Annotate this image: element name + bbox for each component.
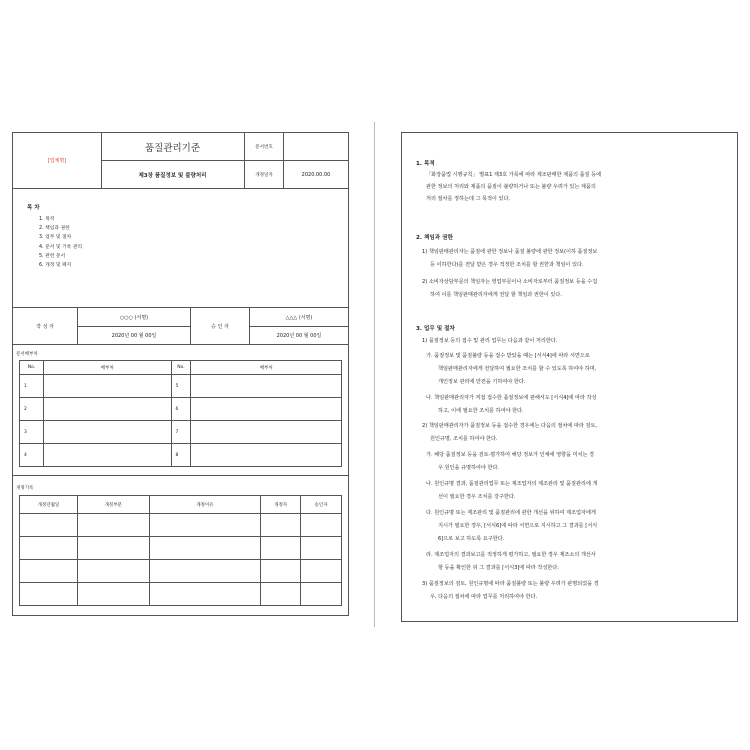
table-row <box>20 583 342 606</box>
document-title: 품질관리기준 <box>101 133 245 161</box>
left-document-page <box>12 132 349 616</box>
company-stamp-cell <box>13 133 102 188</box>
paragraph-line: 우, 다음의 절차에 따라 업무를 처리하여야 한다. <box>430 594 538 600</box>
table-of-contents <box>13 189 348 308</box>
right-document-page <box>401 132 738 622</box>
toc-item: 3. 업무 및 절차 <box>39 235 72 241</box>
col-header: No. <box>171 361 191 375</box>
toc-item: 5. 관련 문서 <box>39 253 66 259</box>
recipient-cell <box>191 421 342 444</box>
row-no: 3 <box>20 421 44 444</box>
row-no: 1 <box>20 375 44 398</box>
paragraph-line: 1) 품질정보 등의 접수 및 관리 업무는 다음과 같이 처리한다. <box>422 338 558 344</box>
paragraph-line: 2) 책임판매관리자가 품질정보 등을 접수한 경우에는 다음의 절차에 따라 검토, <box>422 423 598 429</box>
revision-date-label: 개정일자 <box>245 161 284 188</box>
row-no: 5 <box>171 375 191 398</box>
paragraph-line: 가. 해당 품질정보 등을 검토·평가하여 해당 정보가 인체에 영향을 미치는 경 <box>426 452 595 458</box>
paragraph-line: 3) 품질정보의 검토, 원인규명에 따라 품질불량 또는 불량 우려가 판명되었을 경 <box>422 581 599 587</box>
doc-number-value <box>284 133 348 161</box>
document-header <box>13 133 348 189</box>
table-row <box>20 375 342 398</box>
paragraph-line: 처리 절차를 정하는데 그 목적이 있다. <box>426 196 511 202</box>
writer-date: 2020년 00 월 00일 <box>78 326 191 344</box>
paragraph-line: 지시가 필요한 경우, [서식6]에 따라 서면으로 지시하고 그 결과를 [서식 <box>438 523 598 529</box>
paragraph-line: 하여 이를 책임판매관리자에게 전달 할 책임과 권한이 있다. <box>430 292 562 298</box>
recipient-cell <box>43 444 171 467</box>
writer-label: 작 성 자 <box>13 308 78 344</box>
row-no: 7 <box>171 421 191 444</box>
page-gutter-divider <box>374 122 375 627</box>
row-no: 8 <box>171 444 191 467</box>
recipient-cell <box>43 398 171 421</box>
paragraph-line: 개인정보 관리에 만전을 기하여야 한다. <box>438 379 526 385</box>
paragraph-line: 나. 책임판매관리자가 직접 접수한 품질정보에 관해서도 [서식4]에 따라 작성 <box>426 395 597 401</box>
paragraph-line: 다. 원인규명 또는 제조관리 및 품질관리에 관한 개선을 위하여 제조업자에게 <box>426 510 596 516</box>
recipient-cell <box>43 375 171 398</box>
doc-number-label: 문서번호 <box>245 133 284 161</box>
paragraph-line: 「화장품법 시행규칙」 별표1 제3호 가목에 따라 제조판매한 제품의 품질 등에 <box>426 172 602 178</box>
paragraph-line: 2) 소비자상담부문의 책임자는 영업부문이나 소비자로부터 품질정보 등을 수집 <box>422 279 598 285</box>
chapter-title: 제3장 품질정보 및 불량처리 <box>101 161 245 188</box>
section-purpose-title: 1. 목적 <box>416 161 435 167</box>
distribution-title: 문서배부처 <box>16 352 38 357</box>
table-header-row <box>20 361 342 375</box>
table-row <box>20 537 342 560</box>
col-header: 승인자 <box>301 496 342 514</box>
revision-history-table <box>19 495 342 606</box>
toc-item: 1. 목적 <box>39 217 55 222</box>
paragraph-line: 원인규명, 조치를 하여야 한다. <box>430 436 498 442</box>
approver-date: 2020년 00 월 00일 <box>276 332 322 339</box>
table-row <box>20 560 342 583</box>
row-no: 2 <box>20 398 44 421</box>
toc-item: 6. 개정 및 폐지 <box>39 263 72 269</box>
paragraph-line: 하고, 이에 필요한 조치를 하여야 한다. <box>438 408 524 414</box>
section-divider <box>13 475 348 476</box>
recipient-cell <box>191 444 342 467</box>
table-header-row <box>20 496 342 514</box>
paragraph-line: 라. 제조업자의 결과보고를 적정하게 평가하고, 필요한 경우 제조소의 개선사 <box>426 552 596 558</box>
col-header: 배부처 <box>43 361 171 375</box>
table-row <box>20 514 342 537</box>
toc-list <box>39 215 82 270</box>
company-stamp: [업체명] <box>47 158 67 164</box>
paragraph-line: 항 등을 확인한 뒤 그 결과를 [서식3]에 따라 작성한다. <box>438 565 559 571</box>
signature-block <box>13 308 348 345</box>
approver-label: 승 인 자 <box>191 308 250 344</box>
row-no: 4 <box>20 444 44 467</box>
table-row <box>20 398 342 421</box>
section-responsibility-title: 2. 책임과 권한 <box>416 235 453 241</box>
paragraph-line: 6]으로 보고 하도록 요구한다. <box>438 536 505 542</box>
table-row <box>20 444 342 467</box>
recipient-cell <box>191 398 342 421</box>
col-header: 개정부분 <box>77 496 149 514</box>
table-row <box>20 421 342 444</box>
col-header: 개정이유 <box>149 496 261 514</box>
paragraph-line: 관한 정보의 처리와 제품의 품질이 불량하거나 또는 불량 우려가 있는 제품의 <box>426 184 596 190</box>
approver-name: △△△ (서명) <box>250 308 348 327</box>
writer-name: ○○○ (서명) <box>78 308 191 327</box>
paragraph-line: 가. 품질정보 및 품질불량 등을 접수 받았을 때는 [서식4]에 따라 서면으로 <box>426 353 590 359</box>
paragraph-line: 선이 필요한 경우 조치를 강구한다. <box>438 494 516 500</box>
distribution-table <box>19 360 342 467</box>
col-header: No. <box>20 361 44 375</box>
toc-item: 2. 책임과 권한 <box>39 226 70 232</box>
paragraph-line: 책임판매관리자에게 전달하여 필요한 조치를 할 수 있도록 하여야 하며, <box>438 366 597 372</box>
paragraph-line: 등 이하한다)를 전달 받은 경우 적정한 조치를 할 권한과 책임이 있다. <box>430 262 584 268</box>
toc-title: 목 차 <box>27 205 40 211</box>
section-procedure-title: 3. 업무 및 절차 <box>416 326 455 332</box>
paragraph-line: 나. 원인규명 결과, 품질관리업무 또는 제조업자의 제조관리 및 품질관리에 개 <box>426 481 598 487</box>
paragraph-line: 1) 책임판매관리자는 품질에 관한 정보나 품질 불량에 관한 정보(이하 품질정보 <box>422 249 598 255</box>
col-header: 개정자 <box>261 496 301 514</box>
recipient-cell <box>43 421 171 444</box>
recipient-cell <box>191 375 342 398</box>
col-header: 개정년월일 <box>20 496 78 514</box>
toc-item: 4. 문서 및 기록 관리 <box>39 244 83 250</box>
row-no: 6 <box>171 398 191 421</box>
col-header: 배부처 <box>191 361 342 375</box>
paragraph-line: 우 원인을 규명하여야 한다. <box>438 465 499 471</box>
revision-date-value: 2020.00.00 <box>301 171 331 178</box>
revision-history-title: 개정기록 <box>16 486 34 491</box>
